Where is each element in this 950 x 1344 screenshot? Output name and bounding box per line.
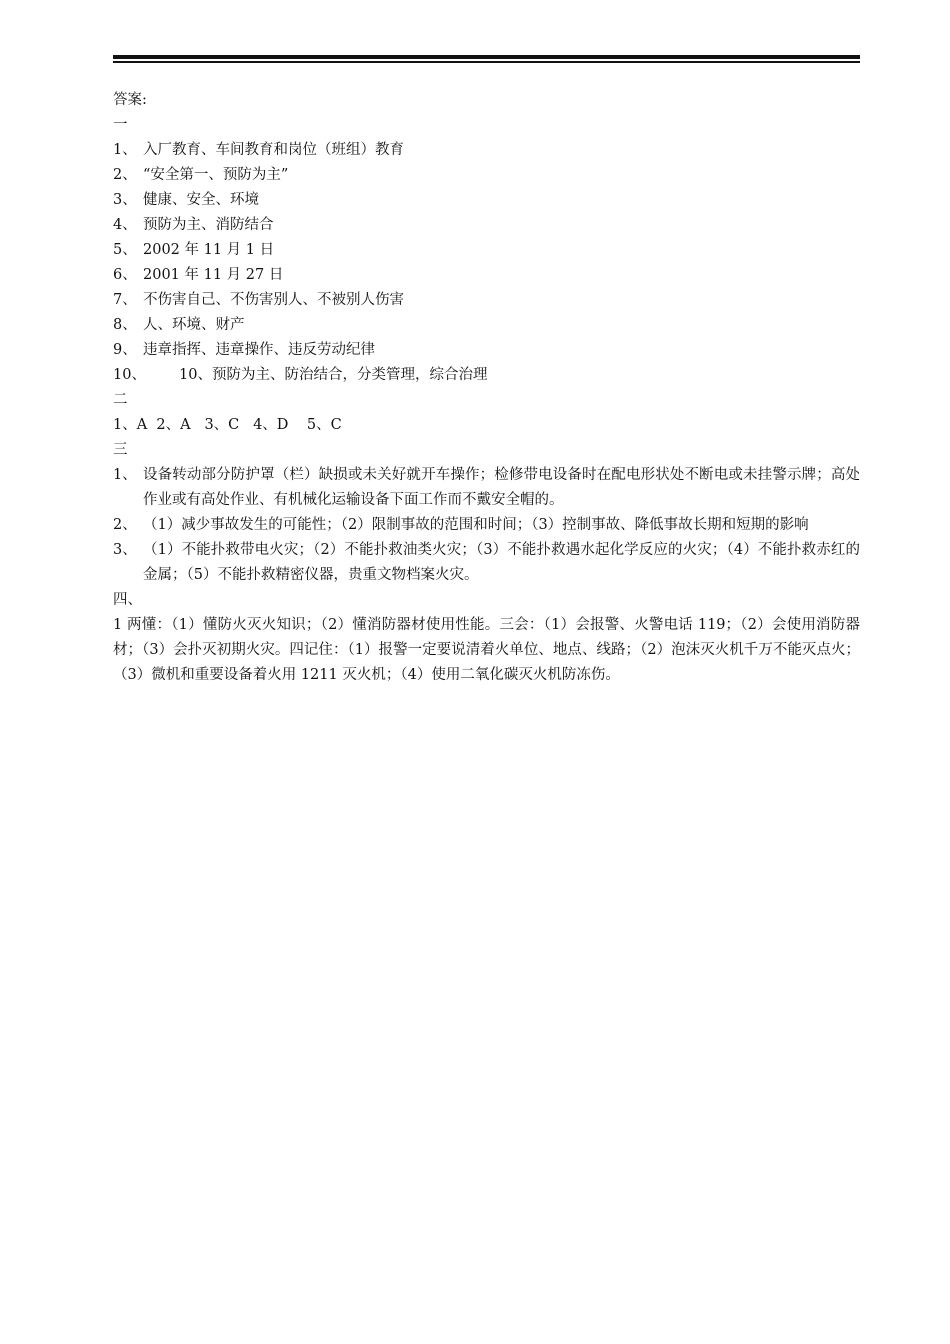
item-text: （1）减少事故发生的可能性；（2）限制事故的范围和时间；（3）控制事故、降低事故长期和短期的影响 xyxy=(143,517,809,533)
section-one-item-3 xyxy=(113,188,860,213)
section-three-heading: 三 xyxy=(113,442,128,458)
item-number: 8、 xyxy=(113,317,137,333)
section-one-item-6 xyxy=(113,263,860,288)
item-number: 4、 xyxy=(113,217,137,233)
section-one-item-5 xyxy=(113,238,860,263)
section-two-heading: 二 xyxy=(113,392,128,408)
item-number: 3、 xyxy=(113,192,137,208)
item-number: 2、 xyxy=(113,167,137,183)
item-text: “安全第一、预防为主” xyxy=(143,167,289,183)
item-number: 1、 xyxy=(113,467,137,483)
section-four-heading: 四、 xyxy=(113,592,142,608)
section-one-item-8 xyxy=(113,313,860,338)
header-rule-thick xyxy=(113,55,860,59)
item-text: 10、预防为主、防治结合，分类管理，综合治理 xyxy=(179,367,488,383)
item-text: 2001 年 11 月 27 日 xyxy=(143,267,284,283)
section-two-answers: 1、A 2、A 3、C 4、D 5、C xyxy=(113,417,342,433)
section-three-item-2 xyxy=(113,513,860,538)
item-text: 健康、安全、环境 xyxy=(143,192,259,208)
item-number: 10、 xyxy=(113,367,146,383)
section-one-item-10 xyxy=(113,363,860,388)
answer-document xyxy=(113,88,860,688)
item-number: 1、 xyxy=(113,142,137,158)
answers-title: 答案: xyxy=(113,92,147,108)
item-number: 9、 xyxy=(113,342,137,358)
section-one-item-4 xyxy=(113,213,860,238)
item-text: 人、环境、财产 xyxy=(143,317,245,333)
section-four-paragraph: 1 两懂：（1）懂防火灭火知识；（2）懂消防器材使用性能。三会：（1）会报警、火警电话 119；（2）会使用消防器材；（3）会扑灭初期火灾。四记住：（1）报警一定要说清着火单位、地点、线路；（2）泡沫灭火机千万不能灭点火；（3）微机和重要设备着火用 1211 灭火机；（4）使用二氧化碳灭火机防冻伤。 xyxy=(113,617,860,683)
item-text: 不伤害自己、不伤害别人、不被别人伤害 xyxy=(143,292,404,308)
section-one-item-1 xyxy=(113,138,860,163)
section-one-item-2 xyxy=(113,163,860,188)
header-rule-thin xyxy=(113,61,860,63)
section-one-item-7 xyxy=(113,288,860,313)
section-one-item-9 xyxy=(113,338,860,363)
item-text: 违章指挥、违章操作、违反劳动纪律 xyxy=(143,342,375,358)
item-text: 2002 年 11 月 1 日 xyxy=(143,242,275,258)
item-number: 7、 xyxy=(113,292,137,308)
item-number: 5、 xyxy=(113,242,137,258)
section-three-item-1 xyxy=(113,463,860,513)
item-text: 设备转动部分防护罩（栏）缺损或未关好就开车操作；检修带电设备时在配电形状处不断电或未挂警示牌；高处作业或有高处作业、有机械化运输设备下面工作而不戴安全帽的。 xyxy=(143,467,860,508)
item-text: 预防为主、消防结合 xyxy=(143,217,274,233)
section-three-item-3 xyxy=(113,538,860,588)
item-number: 2、 xyxy=(113,517,137,533)
item-text: 入厂教育、车间教育和岗位（班组）教育 xyxy=(143,142,404,158)
item-number: 6、 xyxy=(113,267,137,283)
section-one-heading: 一 xyxy=(113,117,128,133)
item-text: （1）不能扑救带电火灾；（2）不能扑救油类火灾；（3）不能扑救遇水起化学反应的火灾；（4）不能扑救赤红的金属；（5）不能扑救精密仪器，贵重文物档案火灾。 xyxy=(143,542,860,583)
item-number: 3、 xyxy=(113,542,137,558)
header-double-rule xyxy=(113,55,860,63)
